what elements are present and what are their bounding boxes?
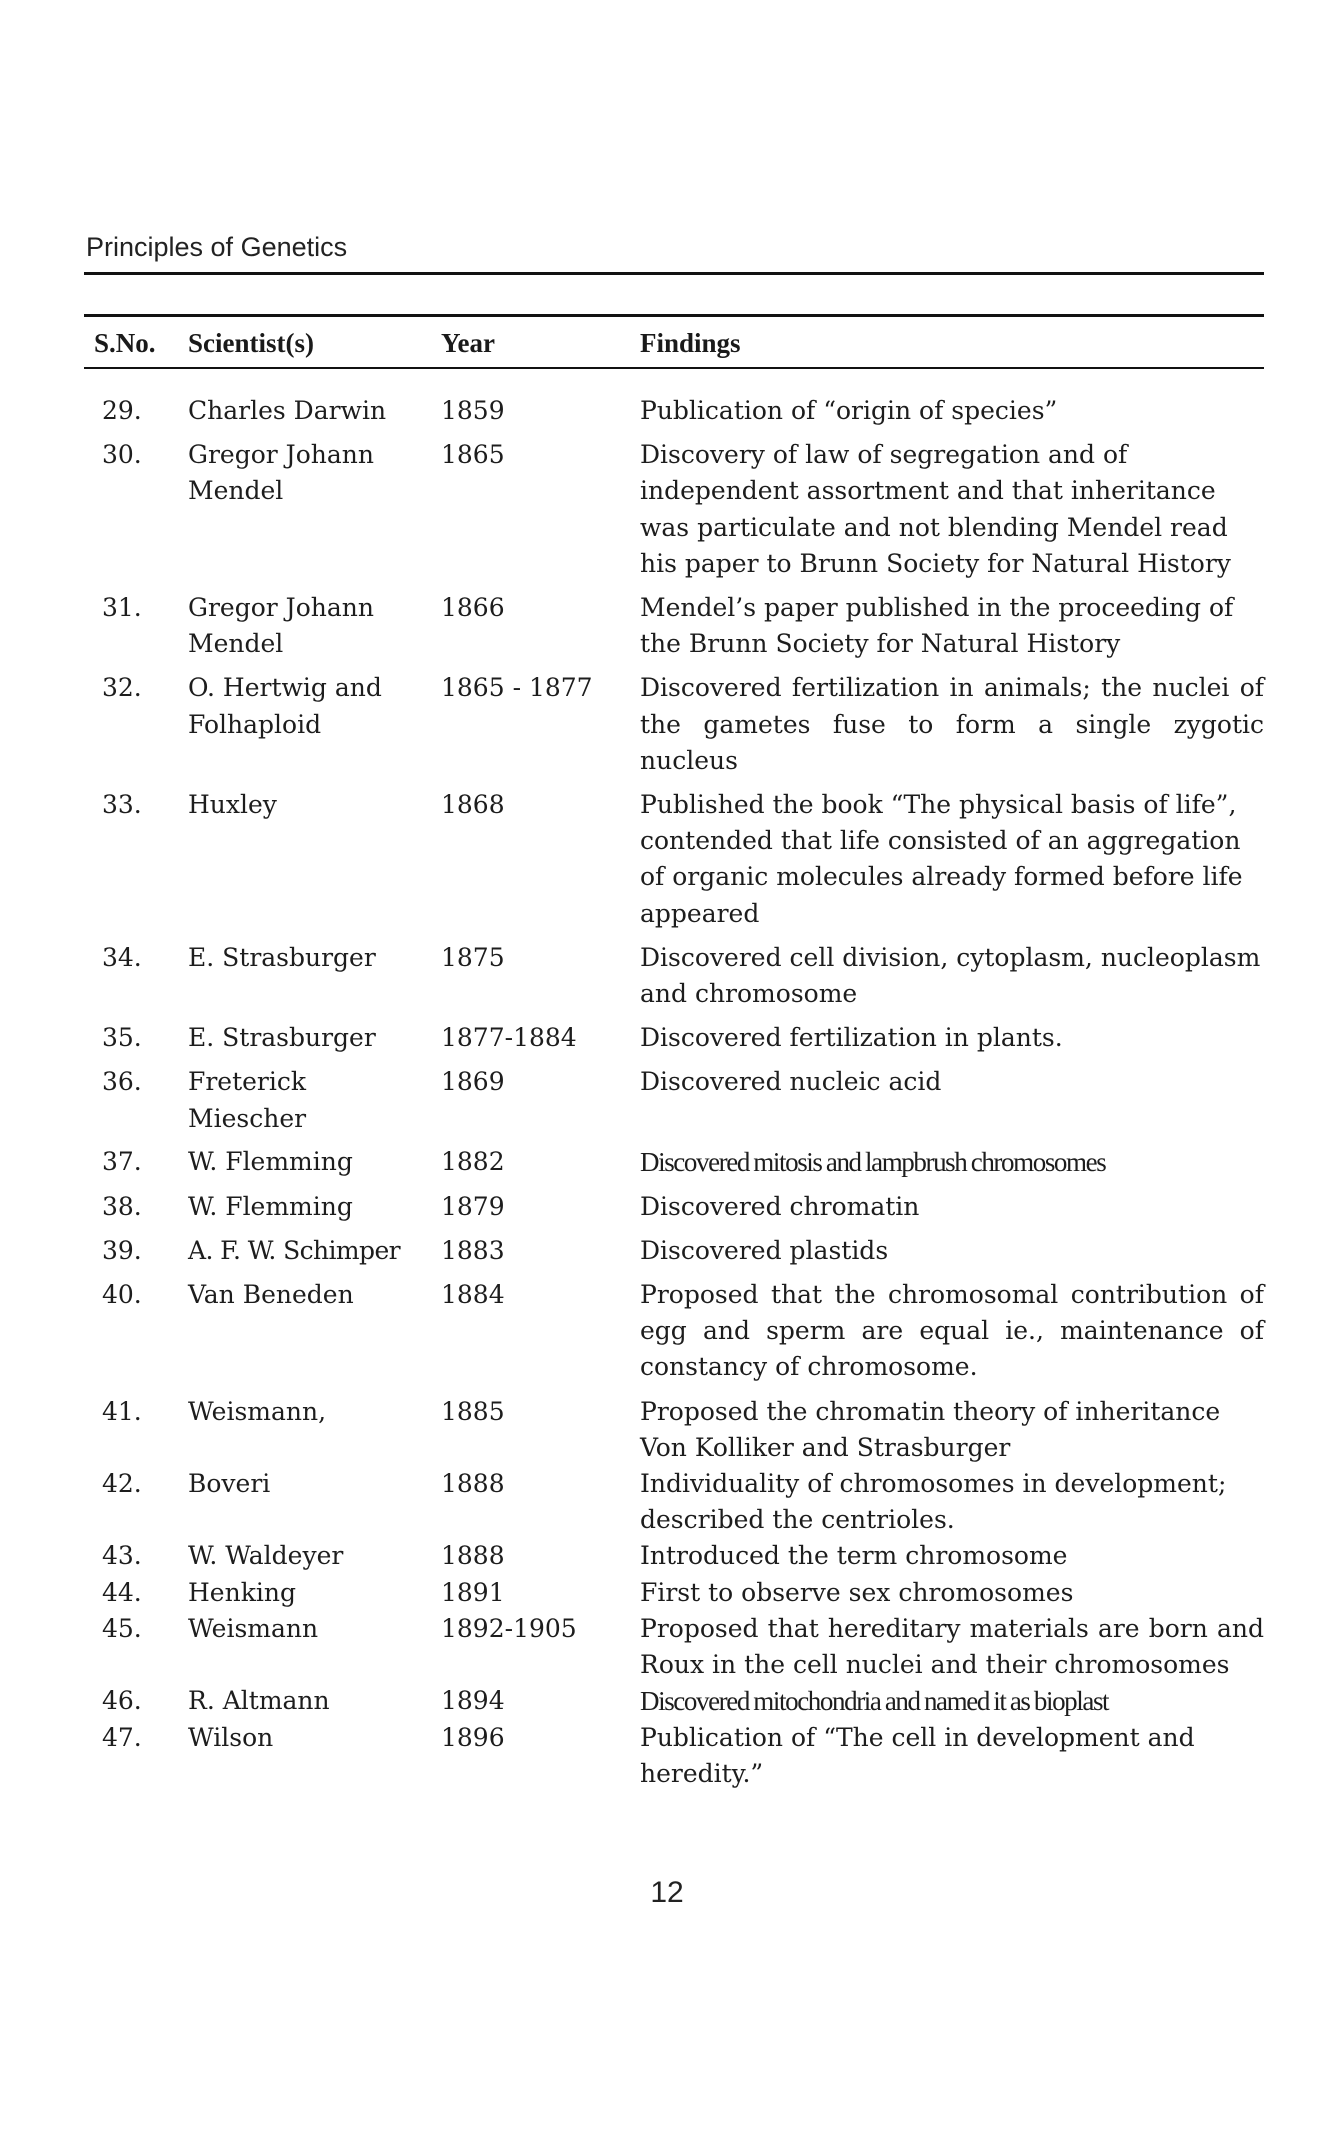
row-scientist: Gregor Johann Mendel: [188, 440, 374, 506]
row-year: 1865: [441, 440, 505, 470]
row-scientist: Gregor Johann Mendel: [188, 593, 374, 659]
table-row: [0, 1144, 1334, 1188]
row-year: 1888: [441, 1541, 505, 1571]
table-row: [0, 1233, 1334, 1277]
header-year: Year: [441, 328, 495, 358]
row-year: 1869: [441, 1067, 505, 1097]
row-year: 1883: [441, 1235, 505, 1265]
row-year: 1896: [441, 1722, 505, 1752]
row-findings: Introduced the term chromosome: [640, 1541, 1068, 1571]
row-year: 1892-1905: [441, 1613, 577, 1643]
row-scientist: A. F. W. Schimper: [188, 1235, 400, 1265]
row-scientist: Weismann,: [188, 1396, 327, 1426]
row-sno: 43.: [102, 1541, 142, 1571]
table-row: [0, 670, 1334, 787]
row-findings: Discovered mitochondria and named it as bioplast: [640, 1686, 1109, 1717]
row-year: 1868: [441, 790, 505, 820]
header-findings: Findings: [640, 328, 741, 358]
row-year: 1891: [441, 1577, 505, 1607]
row-findings: Discovered fertilization in animals; the nuclei of the gametes fuse to form a single zygotic nucleus: [640, 673, 1264, 775]
table-row: [0, 1538, 1334, 1574]
row-sno: 44.: [102, 1577, 142, 1607]
row-sno: 37.: [102, 1147, 142, 1177]
row-year: 1866: [441, 593, 505, 623]
row-year: 1879: [441, 1191, 505, 1221]
row-year: 1888: [441, 1469, 505, 1499]
row-scientist: R. Altmann: [188, 1686, 330, 1716]
running-head: Principles of Genetics: [86, 232, 348, 262]
row-scientist: Charles Darwin: [188, 396, 387, 425]
row-scientist: Huxley: [188, 790, 277, 820]
row-findings: Individuality of chromosomes in development; described the centrioles.: [640, 1469, 1227, 1535]
row-year: 1882: [441, 1147, 505, 1177]
table-row: [0, 1020, 1334, 1064]
row-sno: 45.: [102, 1613, 142, 1643]
row-scientist: W. Flemming: [188, 1191, 353, 1221]
row-scientist: Henking: [188, 1577, 296, 1607]
row-year: 1894: [441, 1686, 505, 1716]
header-scientist: Scientist(s): [188, 328, 314, 358]
row-findings: Publication of “The cell in development and heredity.”: [640, 1722, 1195, 1788]
table-header-row: [0, 328, 1334, 364]
row-sno: 46.: [102, 1686, 142, 1716]
table-row: [0, 1064, 1334, 1144]
row-sno: 39.: [102, 1235, 142, 1265]
row-sno: 47.: [102, 1722, 142, 1752]
table-row: [0, 1720, 1334, 1792]
row-year: 1875: [441, 942, 505, 972]
row-year: 1884: [441, 1280, 505, 1310]
header-rule: [84, 272, 1264, 275]
table-row: [0, 787, 1334, 940]
row-scientist: Wilson: [188, 1722, 274, 1752]
row-findings: Discovered chromatin: [640, 1191, 920, 1221]
row-sno: 33.: [102, 790, 142, 820]
row-findings: Published the book “The physical basis of life”, contended that life consisted of an aggregation of organic molecules already formed before life appeared: [640, 790, 1243, 928]
row-findings: Discovered plastids: [640, 1235, 889, 1265]
table-row: [0, 1277, 1334, 1394]
row-scientist: Freterick Miescher: [188, 1067, 307, 1133]
row-sno: 35.: [102, 1023, 142, 1053]
row-scientist: W. Waldeyer: [188, 1541, 344, 1571]
header-sno: S.No.: [94, 328, 156, 358]
row-findings: Mendel’s paper published in the proceeding of the Brunn Society for Natural History: [640, 593, 1234, 659]
row-year: 1877-1884: [441, 1023, 577, 1053]
row-findings: Discovered mitosis and lampbrush chromosomes: [640, 1147, 1106, 1178]
row-sno: 34.: [102, 942, 142, 972]
row-scientist: Boveri: [188, 1469, 271, 1499]
row-sno: 31.: [102, 593, 142, 623]
row-sno: 41.: [102, 1396, 142, 1426]
row-findings: Proposed that the chromosomal contribution of egg and sperm are equal ie., maintenance of constancy of chromosome.: [640, 1280, 1264, 1382]
row-findings: Discovered fertilization in plants.: [640, 1023, 1063, 1053]
row-findings: First to observe sex chromosomes: [640, 1577, 1074, 1607]
row-scientist: O. Hertwig and Folhaploid: [188, 673, 382, 739]
row-findings: Discovered nucleic acid: [640, 1067, 942, 1097]
table-row: [0, 1394, 1334, 1466]
table-row: [0, 1611, 1334, 1683]
row-sno: 40.: [102, 1280, 142, 1310]
row-sno: 32.: [102, 673, 142, 703]
table-row: [0, 1189, 1334, 1233]
row-scientist: E. Strasburger: [188, 1023, 376, 1053]
row-findings: Proposed the chromatin theory of inheritance Von Kolliker and Strasburger: [640, 1396, 1221, 1462]
row-scientist: W. Flemming: [188, 1147, 353, 1177]
row-year: 1885: [441, 1396, 505, 1426]
row-sno: 42.: [102, 1469, 142, 1499]
table-row: [0, 940, 1334, 1020]
table-header-rule: [84, 367, 1264, 369]
row-year: 1859: [441, 396, 505, 425]
row-scientist: Van Beneden: [188, 1280, 354, 1310]
row-sno: 30.: [102, 440, 142, 470]
table-row: [0, 590, 1334, 670]
row-findings: Proposed that hereditary materials are born and Roux in the cell nuclei and their chromosomes: [640, 1613, 1264, 1680]
table-row: [0, 437, 1334, 590]
row-sno: 38.: [102, 1191, 142, 1221]
table-row: [0, 1466, 1334, 1538]
table-row: [0, 1683, 1334, 1719]
row-sno: 36.: [102, 1067, 142, 1097]
row-year: 1865 - 1877: [441, 673, 593, 703]
row-scientist: Weismann: [188, 1613, 319, 1643]
table-row: [0, 393, 1334, 437]
row-sno: 29.: [102, 396, 142, 425]
table-body: [0, 393, 1334, 1792]
row-scientist: E. Strasburger: [188, 942, 376, 972]
page-number: 12: [650, 1876, 684, 1909]
table-top-rule: [84, 314, 1264, 317]
table-row: [0, 1575, 1334, 1611]
row-findings: Publication of “origin of species”: [640, 396, 1058, 425]
row-findings: Discovery of law of segregation and of independent assortment and that inheritance was particulate and not blending Mendel read his paper to Brunn Society for Natural History: [640, 440, 1231, 578]
row-findings: Discovered cell division, cytoplasm, nucleoplasm and chromosome: [640, 942, 1261, 1009]
